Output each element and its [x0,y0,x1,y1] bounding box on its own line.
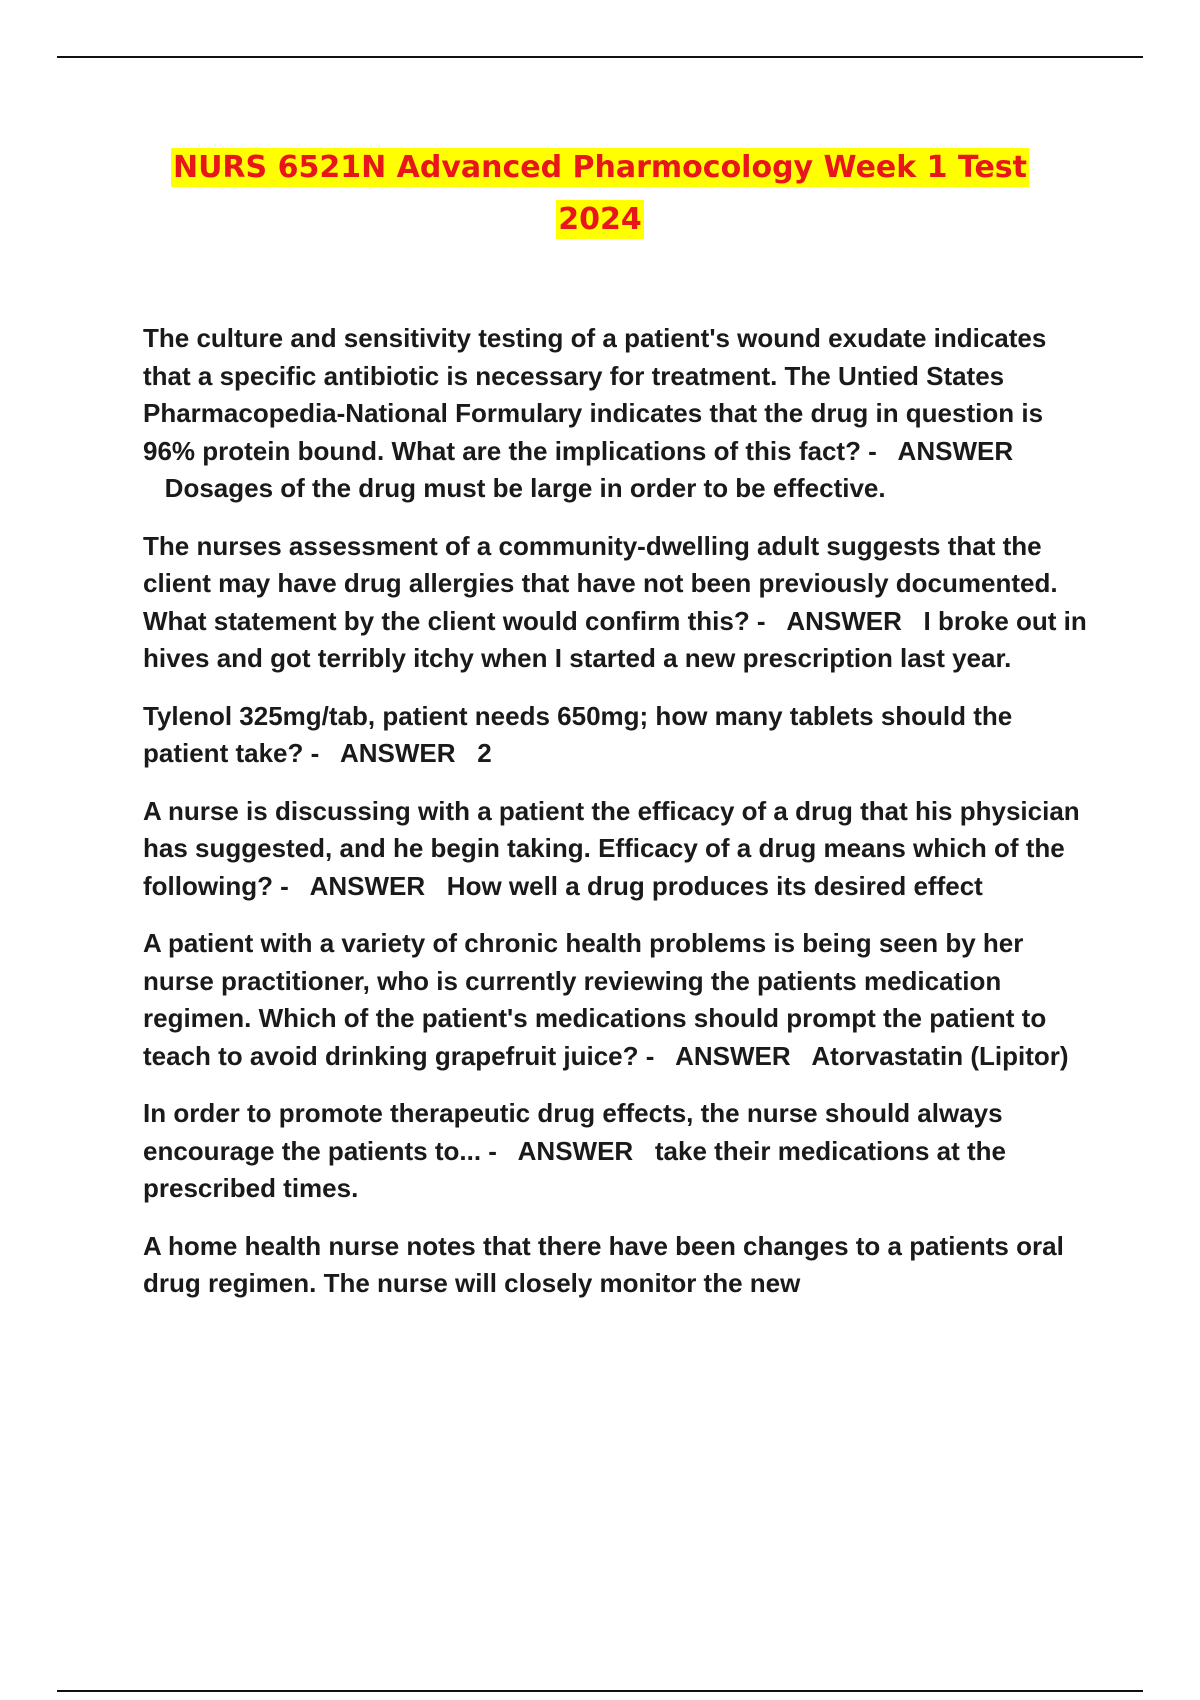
qa-item [143,698,1098,773]
qa-question: A patient with a variety of chronic health problems is being seen by her nurse practitioner, who is currently reviewing the patients medication regimen. Which of the patient's medications should prompt the patient to teach to avoid drinking grapefruit juice? - [143,928,1047,1071]
qa-answer-label: ANSWER [339,738,456,768]
qa-item [143,320,1098,508]
qa-question: A nurse is discussing with a patient the efficacy of a drug that his physician has suggested, and he begin taking. Efficacy of a drug means which of the following? - [143,795,1080,901]
qa-question: In order to promote therapeutic drug effects, the nurse should always encourage the patients to... - [143,1098,1003,1166]
qa-list [143,320,1098,1323]
qa-item [143,1095,1098,1208]
qa-answer-label: ANSWER [517,1135,634,1166]
page-title-line-1: NURS 6521N Advanced Pharmocology Week 1 Test [172,150,1028,185]
qa-answer-label: ANSWER [309,870,426,901]
qa-trailing-text: A home health nurse notes that there have been changes to a patients oral drug regimen. The nurse will closely monitor the new [143,1230,1064,1298]
page-title-line-2: 2024 [558,202,642,237]
qa-answer-label: ANSWER [897,435,1014,466]
qa-answer: I broke out in hives and got terribly itchy when I started a new prescription last year. [143,605,1087,673]
qa-answer: Dosages of the drug must be large in order to be effective. [164,473,886,503]
qa-answer: 2 [477,738,492,768]
qa-answer-label: ANSWER [675,1040,791,1071]
qa-item [143,528,1098,678]
qa-item [143,793,1098,906]
qa-answer: Atorvastatin (Lipitor) [811,1040,1069,1071]
bottom-divider [57,1690,1143,1692]
qa-question: Tylenol 325mg/tab, patient needs 650mg; how many tablets should the patient take? - [143,700,1013,768]
qa-question: The culture and sensitivity testing of a patient's wound exudate indicates that a specific antibiotic is necessary for treatment. The Untied States Pharmacopedia-National Formulary indicates that the drug in question is 96% protein bound. What are the implications of this fact? - [143,323,1047,466]
qa-item [143,925,1098,1075]
page-title [57,142,1143,246]
qa-question: The nurses assessment of a community-dwelling adult suggests that the client may have drug allergies that have not been previously documented. What statement by the client would confirm this? - [143,530,1058,636]
qa-answer-label: ANSWER [786,605,902,636]
qa-answer: How well a drug produces its desired effect [446,870,983,901]
qa-answer: take their medications at the prescribed times. [143,1135,1006,1203]
top-divider [57,56,1143,58]
